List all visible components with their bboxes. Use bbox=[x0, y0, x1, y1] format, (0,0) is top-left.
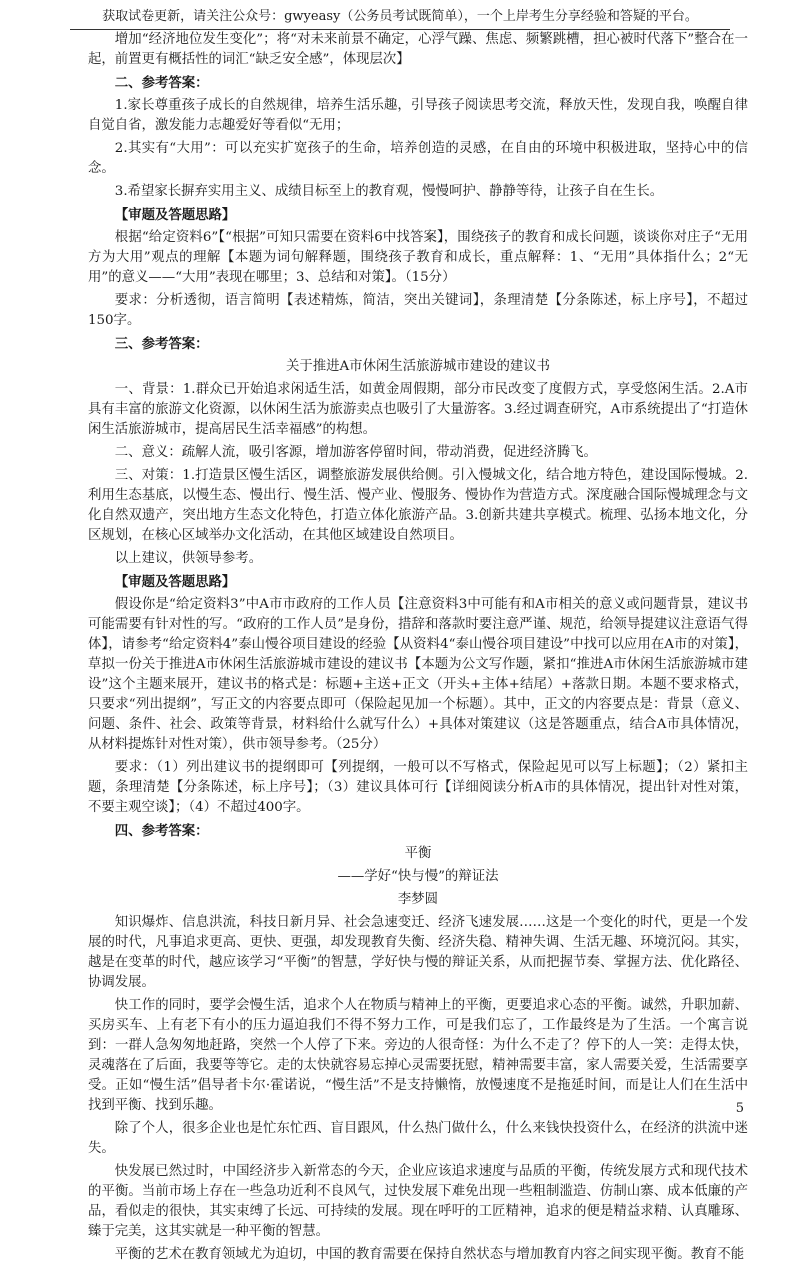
paragraph: 快发展已然过时，中国经济步入新常态的今天，企业应该追求速度与品质的平衡，传统发展方式和现代技术的平衡。当前市场上存在一些急功近利不良风气，过快发展下难免出现一些粗制滥造、仿制山寨、成本低廉的产品，看似走的很快，其实束缚了长远、可持续的发展。现在呼吁的工匠精神，追求的便是精益求精、认真雕琢、臻于完美，这其实就是一种平衡的智慧。 bbox=[88, 1164, 748, 1239]
paragraph: 三、对策：1.打造景区慢生活区，调整旅游发展供给侧。引入慢城文化，结合地方特色，建设国际慢城。2.利用生态基底，以慢生态、慢出行、慢生活、慢产业、慢服务、慢协作为营造方式。深度融合国际慢城理念与文化自然双遗产，突出地方生态文化特色，打造立体化旅游产品。3.创新共建共享模式。梳理、弘扬本地文化，分区规划，在核心区域举办文化活动，在其他区域建设自然项目。 bbox=[88, 468, 748, 543]
paragraph: 平衡的艺术在教育领域尤为迫切，中国的教育需要在保持自然状态与增加教育内容之间实现平衡。教育不能 bbox=[114, 1247, 745, 1262]
paragraph: 2.其实有“大用”：可以充实扩宽孩子的生命，培养创造的灵感，在自由的环境中积极进取，坚持心中的信念。 bbox=[88, 141, 748, 176]
page-header: 获取试卷更新，请关注公众号：gwyeasy（公务员考试既简单），一个上岸考生分享经验和答疑的平台。 bbox=[70, 8, 730, 30]
paragraph: 一、背景：1.群众已开始追求闲适生活，如黄金周假期，部分市民改变了度假方式，享受悠闲生活。2.A市具有丰富的旅游文化资源，以休闲生活为旅游卖点也吸引了大量游客。3.经过调查研究，A市系统提出了“打造休闲生活旅游城市，提高居民生活幸福感”的构想。 bbox=[88, 382, 748, 437]
page-number: 5 bbox=[735, 1101, 744, 1116]
paragraph: 假设你是“给定资料3”中A市市政府的工作人员【注意资料3中可能有和A市相关的意义或问题背景，建议书可能需要有针对性的写。“政府的工作人员”是身份，措辞和落款时要注意严谨、规范，给领导提建议注意语气得体】，请参考“给定资料4”泰山慢谷项目建设的经验【从资料4“泰山慢谷项目建设”中找可以应用在A市的对策】，草拟一份关于推进A市休闲生活旅游城市建设的建议书【本题为公文写作题，紧扣“推进A市休闲生活旅游城市建设”这个主题来展开，建议书的格式是：标题+主送+正文（开头+主体+结尾）+落款日期。本题不要求格式，只要求“列出提纲”，写正文的内容要点即可（保险起见加一个标题）。其中，正文的内容要点是：背景（意义、问题、条件、社会、政策等背景，材料给什么就写什么）+具体对策建议（这是答题重点，结合A市具体情况，从材料提炼针对性对策），供市领导参考。（25分） bbox=[88, 597, 748, 752]
paragraph: 知识爆炸、信息洪流，科技日新月异、社会急速变迁、经济飞速发展……这是一个变化的时代，更是一个发展的时代，凡事追求更高、更快、更强，却发现教育失衡、经济失稳、精神失调、生活无趣、环境沉闷。其实，越是在变革的时代，越应该学习“平衡”的智慧，学好快与慢的辩证关系，从而把握节奏、掌握方法、优化路径、协调发展。 bbox=[88, 915, 748, 990]
paragraph: 根据“给定资料6”【“根据”可知只需要在资料6中找答案】，围绕孩子的教育和成长问题，谈谈你对庄子“无用方为大用”观点的理解【本题为词句解释题，围绕孩子教育和成长，重点解释：1、“无用”具体指什么；2“无用”的意义——“大用”表现在哪里；3、总结和对策】。（15分） bbox=[88, 230, 748, 285]
section-heading: 【审题及答题思路】 bbox=[114, 207, 236, 223]
document-body bbox=[88, 30, 748, 1268]
paragraph: 要求：分析透彻，语言简明【表述精炼，简洁，突出关键词】，条理清楚【分条陈述，标上序号】，不超过150字。 bbox=[88, 293, 748, 328]
paragraph: 除了个人，很多企业也是忙东忙西、盲目跟风，什么热门做什么，什么来钱快投资什么，在经济的洪流中迷失。 bbox=[88, 1121, 748, 1156]
centered-title: ——学好“快与慢”的辩证法 bbox=[337, 869, 499, 884]
section-heading: 三、参考答案： bbox=[114, 336, 209, 352]
paragraph: 1.家长尊重孩子成长的自然规律，培养生活乐趣，引导孩子阅读思考交流，释放天性，发现自我，唤醒自律自觉自省，激发能力志趣爱好等看似“无用； bbox=[88, 98, 748, 133]
centered-title: 李梦圆 bbox=[397, 892, 439, 907]
centered-title: 平衡 bbox=[404, 846, 432, 861]
section-heading: 二、参考答案： bbox=[114, 75, 209, 91]
paragraph: 3.希望家长摒弃实用主义、成绩目标至上的教育观，慢慢呵护、静静等待，让孩子自在生长。 bbox=[114, 184, 664, 199]
paragraph: 快工作的同时，要学会慢生活，追求个人在物质与精神上的平衡，更要追求心态的平衡。诚然，升职加薪、买房买车、上有老下有小的压力逼迫我们不得不努力工作，可是我们忘了，工作最终是为了生活。一个寓言说到：一群人急匆匆地赶路，突然一个人停了下来。旁边的人很奇怪：为什么不走了？停下的人一笑：走得太快，灵魂落在了后面，我要等等它。走的太快就容易忘掉心灵需要抚慰，精神需要丰富，家人需要关爱，生活需要享受。正如“慢生活”倡导者卡尔·霍诺说，“慢生活”不是支持懒惰，放慢速度不是拖延时间，而是让人们在生活中找到平衡、找到乐趣。 bbox=[88, 998, 748, 1113]
section-heading: 四、参考答案： bbox=[114, 823, 209, 839]
paragraph: 二、意义：疏解人流，吸引客源，增加游客停留时间，带动消费，促进经济腾飞。 bbox=[114, 445, 597, 460]
section-heading: 【审题及答题思路】 bbox=[114, 574, 236, 590]
paragraph: 要求：（1）列出建议书的提纲即可【列提纲，一般可以不写格式，保险起见可以写上标题】；（2）紧扣主题，条理清楚【分条陈述，标上序号】；（3）建议具体可行【详细阅读分析A市的具体情况，提出针对性对策，不要主观空谈】；（4）不超过400字。 bbox=[88, 760, 748, 815]
paragraph: 增加“经济地位发生变化”；将“对未来前景不确定，心浮气躁、焦虑、频繁跳槽，担心被时代落下”整合在一起，前置更有概括性的词汇“缺乏安全感”，体现层次】 bbox=[88, 32, 748, 67]
centered-title: 关于推进A市休闲生活旅游城市建设的建议书 bbox=[285, 359, 551, 374]
paragraph: 以上建议，供领导参考。 bbox=[114, 551, 263, 566]
